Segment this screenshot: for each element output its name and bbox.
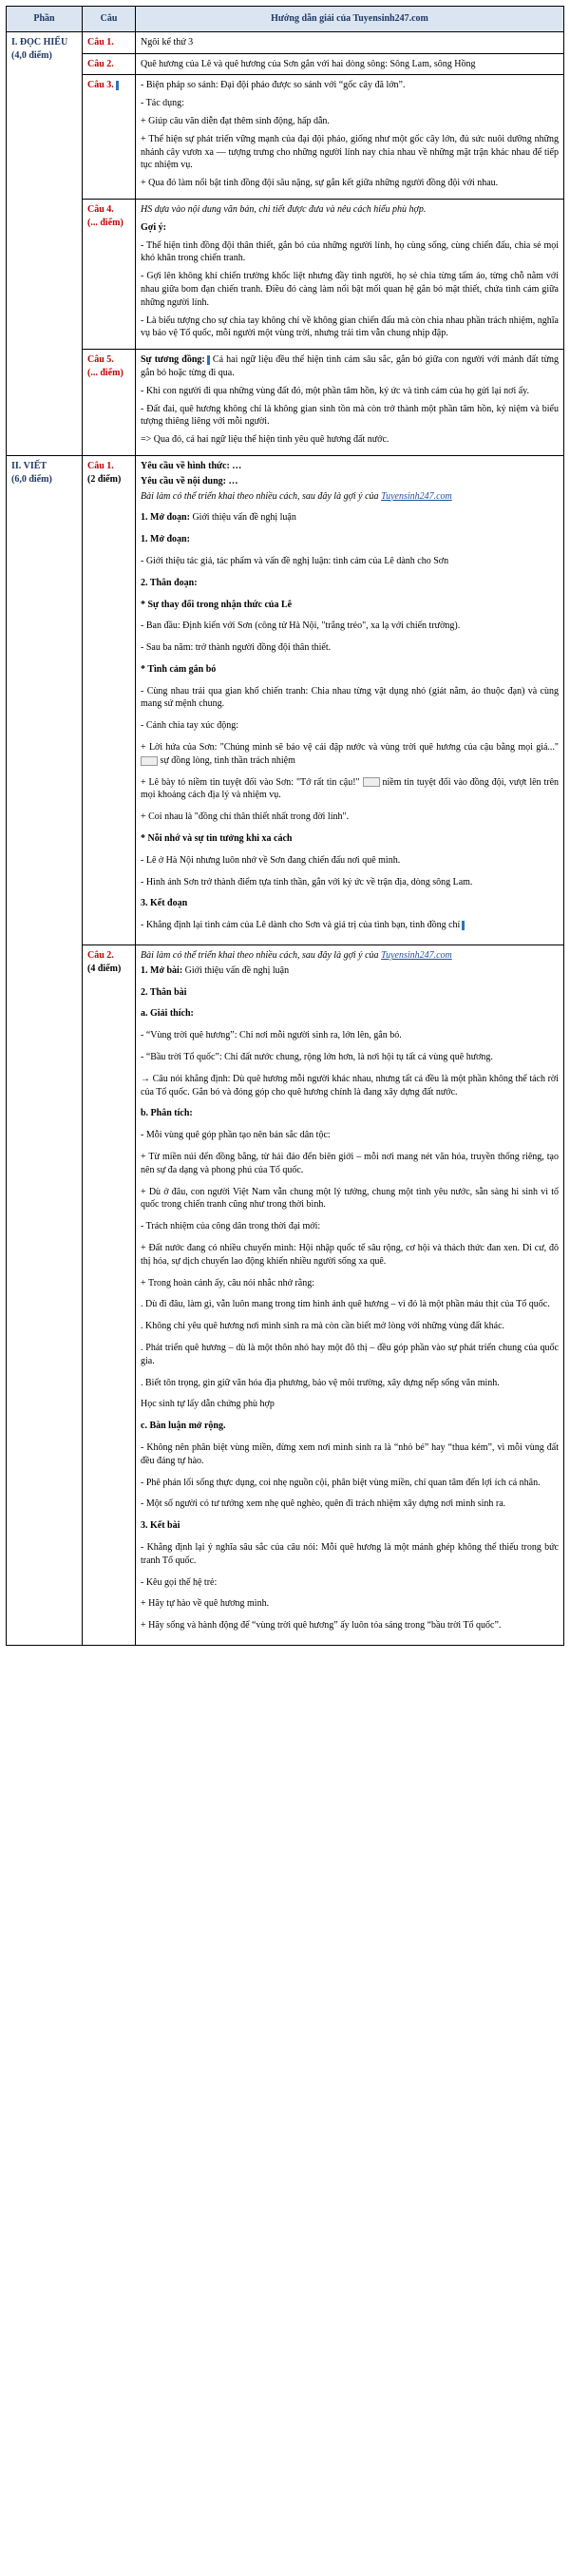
q5-line: - Khi con người đi qua những vùng đất đó, một phần tâm hồn, ký ức và tình cảm của họ gửi lại nơi ấy. — [141, 385, 530, 396]
q3-line: + Giúp câu văn diễn đạt thêm sinh động, hấp dẫn. — [141, 115, 330, 126]
w2-line: - “Bầu trời Tổ quốc”: Chỉ đất nước chung, rộng lớn hơn, là nơi hội tụ tất cả vùng quê hương. — [141, 1052, 493, 1063]
table-row — [7, 455, 564, 945]
w2-line: - Trách nhiệm của công dân trong thời đại mới: — [141, 1221, 321, 1232]
q4-line: - Gợi lên không khí chiến trường khốc liệt nhưng đầy tình người, họ sẻ chia từng tấm áo, từng chỗ nằm với nhau giữa bom đạn chiến tranh. Điều đó càng làm nổi bật mối quan hệ gắn bó mật thiết, chứa tình cảm giữa những người lính. — [141, 271, 559, 308]
w1-site-link[interactable]: Tuyensinh247.com — [381, 490, 452, 502]
q5-lead-text: Cả hai ngữ liệu đều thể hiện tình cảm sâu sắc, gắn bó giữa con người với mảnh đất từng gắn bó hoặc từng đi qua. — [141, 354, 559, 378]
w1-s2c-title: * Nỗi nhớ và sự tin tưởng khi xa cách — [141, 833, 293, 845]
w2-line: - Phê phán lối sống thực dụng, coi nhẹ nguồn cội, phân biệt vùng miền, chỉ quan tâm đến lợi ích cá nhân. — [141, 1477, 541, 1488]
table-row — [7, 75, 564, 200]
w1-label: Câu 1. — [87, 460, 114, 471]
q5-points: (... điểm) — [87, 367, 124, 378]
w2-line: + Đất nước đang có nhiều chuyển mình: Hội nhập quốc tế sâu rộng, cơ hội và thách thức đan xen. Di cư, đô thị hóa, sự dịch chuyển lao động khiến nhiều người sống xa quê. — [141, 1243, 559, 1267]
arrow-image-icon — [141, 756, 158, 766]
part2-title: II. VIẾT — [11, 460, 48, 471]
w2-mb-title: 1. Mở bài: — [141, 964, 183, 976]
header-part: Phần — [7, 7, 83, 32]
q3-line: - Biện pháp so sánh: Đại đội pháo được so sánh với “gốc cây đã lớn”. — [141, 80, 406, 91]
w1-intro: Bài làm có thể triển khai theo nhiều cách, sau đây là gợi ý của — [141, 490, 379, 502]
w1-line: - Ban đầu: Định kiến với Sơn (công tử Hà Nội, "trắng trẻo", xa lạ với chiến trường). — [141, 620, 461, 632]
arrow-image-icon — [363, 777, 380, 787]
w1-line: - Cảnh chia tay xúc động: — [141, 720, 239, 732]
w1-points: (2 điểm) — [87, 473, 122, 485]
w1-s3-title: 3. Kết đoạn — [141, 898, 188, 909]
w2-label: Câu 2. — [87, 950, 114, 962]
w1-line: - Hình ảnh Sơn trở thành điểm tựa tinh thần, gắn với ký ức về trận địa, dòng sông Lam. — [141, 876, 473, 887]
part1-cell — [7, 31, 83, 455]
w2-line: . Biết tôn trọng, gìn giữ văn hóa địa phương, bảo vệ môi trường, xây dựng nếp sống văn minh. — [141, 1377, 500, 1388]
q2-label: Câu 2. — [87, 58, 114, 69]
answer-sheet — [6, 6, 564, 1646]
w1-line: + Lê bày tỏ niềm tin tuyệt đối vào Sơn: "Tớ rất tin cậu!" — [141, 776, 360, 788]
w2-line: . Dù đi đâu, làm gì, vẫn luôn mang trong tim hình ảnh quê hương – vì đó là một phần máu thịt của Tổ quốc. — [141, 1299, 550, 1310]
w1-line: - Sau ba năm: trở thành người đồng đội thân thiết. — [141, 642, 332, 654]
part1-points: (4,0 điểm) — [11, 49, 52, 61]
q3-line: + Qua đó làm nổi bật tinh đồng đội sâu nặng, sự gắn kết giữa những người đồng đội với nhau. — [141, 178, 499, 189]
w2-line: - “Vùng trời quê hương”: Chỉ nơi mỗi người sinh ra, lớn lên, gắn bó. — [141, 1030, 402, 1041]
q1-label: Câu 1. — [87, 36, 114, 48]
q2-answer: Quê hương của Lê và quê hương của Sơn gắn với hai dòng sông: Sông Lam, sông Hồng — [141, 58, 476, 69]
w2-line: + Trong hoàn cảnh ấy, câu nói nhắc nhở rằng: — [141, 1277, 315, 1288]
w2-points: (4 điểm) — [87, 963, 122, 974]
w1-line: niềm tin tuyệt đối vào đồng đội, vượt lên trên mọi khoảng cách địa lý và nhiệm vụ. — [141, 776, 560, 801]
q3-line: + Thể hiện sự phát triển vững mạnh của đại đội pháo, giống như một gốc cây lớn, đủ sức nuôi dưỡng những nhánh cây vươn xa — tượng trưng cho những người lính nay chia nhau về những mặt trận khác nhau để tiếp tục nhiệm vụ. — [141, 133, 559, 171]
table-row — [7, 945, 564, 1646]
w2-line: → Câu nói khẳng định: Dù quê hương mỗi người khác nhau, nhưng tất cả đều là một phần không thể tách rời của Tổ quốc. Gắn bó và đóng góp cho quê hương chính là đang xây dựng đất nước. — [141, 1073, 559, 1097]
q4-line: - Là biểu tượng cho sự chia tay không chỉ về không gian chiến đấu mà còn chia nhau phần trách nhiệm, nghĩa vụ bảo vệ Tổ quốc, mỗi người một vùng trời, nhưng trái tim vẫn chung nhịp đập. — [141, 315, 559, 339]
w1-s1b-text: - Giới thiệu tác giả, tác phẩm và vấn đề nghị luận: tình cảm của Lê dành cho Sơn — [141, 555, 449, 566]
part2-points: (6,0 điểm) — [11, 473, 52, 485]
w2-line: Học sinh tự lấy dẫn chứng phù hợp — [141, 1399, 275, 1410]
w1-req-content: Yêu cầu về nội dung: … — [141, 475, 238, 487]
table-header-row — [7, 7, 564, 32]
w1-line: - Cùng nhau trải qua gian khổ chiến tranh: Chia nhau từng vật dụng nhỏ (giát nằm, áo thuộc đạn) và cùng mang sứ mệnh chung. — [141, 685, 559, 710]
q3-label: Câu 3. — [87, 80, 114, 91]
w2-intro: Bài làm có thể triển khai theo nhiều cách, sau đây là gợi ý của — [141, 950, 379, 962]
w1-req-form: Yêu cầu về hình thức: … — [141, 460, 242, 471]
w1-line: - Lê ở Hà Nội nhưng luôn nhớ về Sơn đang chiến đấu nơi quê mình. — [141, 854, 401, 866]
w1-s2-title: 2. Thân đoạn: — [141, 577, 198, 588]
w2-line: + Dù ở đâu, con người Việt Nam vẫn chung một lý tưởng, chung một tình yêu nước, sẵn sàng hi sinh vì tổ quốc trong chiến tranh cũng như trong thời bình. — [141, 1186, 559, 1211]
answer-table — [6, 6, 564, 1646]
w1-line: + Coi nhau là "đồng chí thân thiết nhất trong đời lính". — [141, 811, 350, 823]
w2-line: - Không nên phân biệt vùng miền, đừng xem nơi mình sinh ra là “nhỏ bé” hay “thua kém”, vì mỗi vùng đất đều đáng tự hào. — [141, 1441, 559, 1466]
w2-b-title: b. Phân tích: — [141, 1108, 193, 1119]
w1-s1-text: Giới thiệu vấn đề nghị luận — [189, 512, 296, 524]
part1-title: I. ĐỌC HIỂU — [11, 36, 68, 48]
w1-line: + Lời hứa của Sơn: "Chúng mình sẽ bảo vệ cái đập nước và vùng trời quê hương của cậu bằng mọi giá..." — [141, 742, 559, 754]
w2-line: - Mỗi vùng quê góp phần tạo nên bản sắc dân tộc: — [141, 1130, 331, 1141]
w1-s1-title: 1. Mở đoạn: — [141, 512, 190, 524]
header-question: Câu — [83, 7, 136, 32]
part2-cell — [7, 455, 83, 1645]
q4-points: (... điểm) — [87, 217, 124, 228]
q4-label: Câu 4. — [87, 203, 114, 215]
w2-line: . Phát triển quê hương – dù là một thôn nhỏ hay một đô thị – đều góp phần vào sự phát triển chung của quốc gia. — [141, 1342, 559, 1366]
w2-c-title: c. Bàn luận mở rộng. — [141, 1421, 226, 1432]
w2-line: + Từ miền núi đến đồng bằng, từ hải đảo đến biên giới – mỗi nơi mang nét văn hóa, truyền thống riêng, tạo nên sự đa dạng và phong phú của Tổ quốc. — [141, 1152, 559, 1175]
edit-marker-icon — [116, 81, 119, 90]
edit-marker-icon — [462, 921, 465, 930]
q4-intro: HS dựa vào nội dung văn bản, chi tiết được đưa và nêu cách hiểu phù hợp. — [141, 203, 427, 215]
table-row — [7, 53, 564, 75]
q5-line: => Qua đó, cả hai ngữ liệu thể hiện tình yêu quê hương đất nước. — [141, 434, 390, 446]
w2-line: + Hãy sống và hành động để “vùng trời quê hương” ấy luôn tỏa sáng trong “bầu trời Tổ quốc”. — [141, 1620, 502, 1631]
w2-line: . Không chỉ yêu quê hương nơi mình sinh ra mà còn cần biết mở lòng với những vùng đất khác. — [141, 1321, 505, 1332]
w1-s1b-title: 1. Mở đoạn: — [141, 534, 190, 545]
w2-a-title: a. Giải thích: — [141, 1008, 194, 1020]
w1-s2b-title: * Tình cảm gắn bó — [141, 663, 217, 675]
w2-line: - Kêu gọi thế hệ trẻ: — [141, 1576, 218, 1588]
q5-label: Câu 5. — [87, 354, 114, 366]
w2-line: + Hãy tự hào về quê hương mình. — [141, 1598, 270, 1610]
q5-line: - Đất đai, quê hương không chỉ là không gian sinh tồn mà còn trở thành một phần tâm hồn, kỷ niệm và biểu tượng thiêng liêng với mỗi người. — [141, 403, 559, 428]
q3-line: - Tác dụng: — [141, 98, 184, 109]
w2-site-link[interactable]: Tuyensinh247.com — [381, 950, 452, 962]
w1-s2a-title: * Sự thay đổi trong nhận thức của Lê — [141, 599, 293, 610]
w2-tb-title: 2. Thân bài — [141, 986, 187, 998]
w2-line: - Một số người có tư tưởng xem nhẹ quê nghèo, quên đi trách nhiệm xây dựng nơi mình sinh ra. — [141, 1498, 506, 1510]
q4-line: - Thể hiện tình đồng đội thân thiết, gắn bó của những người lính, họ cùng sống, cùng chiến đấu, chia sẻ mọi khó khăn trong chiến tranh. — [141, 239, 559, 264]
q5-lead: Sự tương đồng: — [141, 354, 205, 366]
table-row — [7, 350, 564, 456]
table-row — [7, 199, 564, 349]
w1-line: - Khẳng định lại tình cảm của Lê dành cho Sơn và giá trị của tình bạn, tình đồng chí — [141, 920, 461, 931]
w2-line: - Khẳng định lại ý nghĩa sâu sắc của câu nói: Mỗi quê hương là một mảnh ghép không thể thiếu trong bức tranh Tổ quốc. — [141, 1541, 559, 1566]
header-guide: Hướng dẫn giải của Tuyensinh247.com — [136, 7, 564, 32]
w2-mb-text: Giới thiệu vấn đề nghị luận — [182, 964, 290, 976]
q4-hint: Gợi ý: — [141, 221, 166, 233]
q1-answer: Ngôi kể thứ 3 — [141, 36, 194, 48]
w1-line: sự đồng lòng, tinh thần trách nhiệm — [158, 754, 295, 766]
w2-kb-title: 3. Kết bài — [141, 1520, 180, 1532]
table-row — [7, 31, 564, 53]
